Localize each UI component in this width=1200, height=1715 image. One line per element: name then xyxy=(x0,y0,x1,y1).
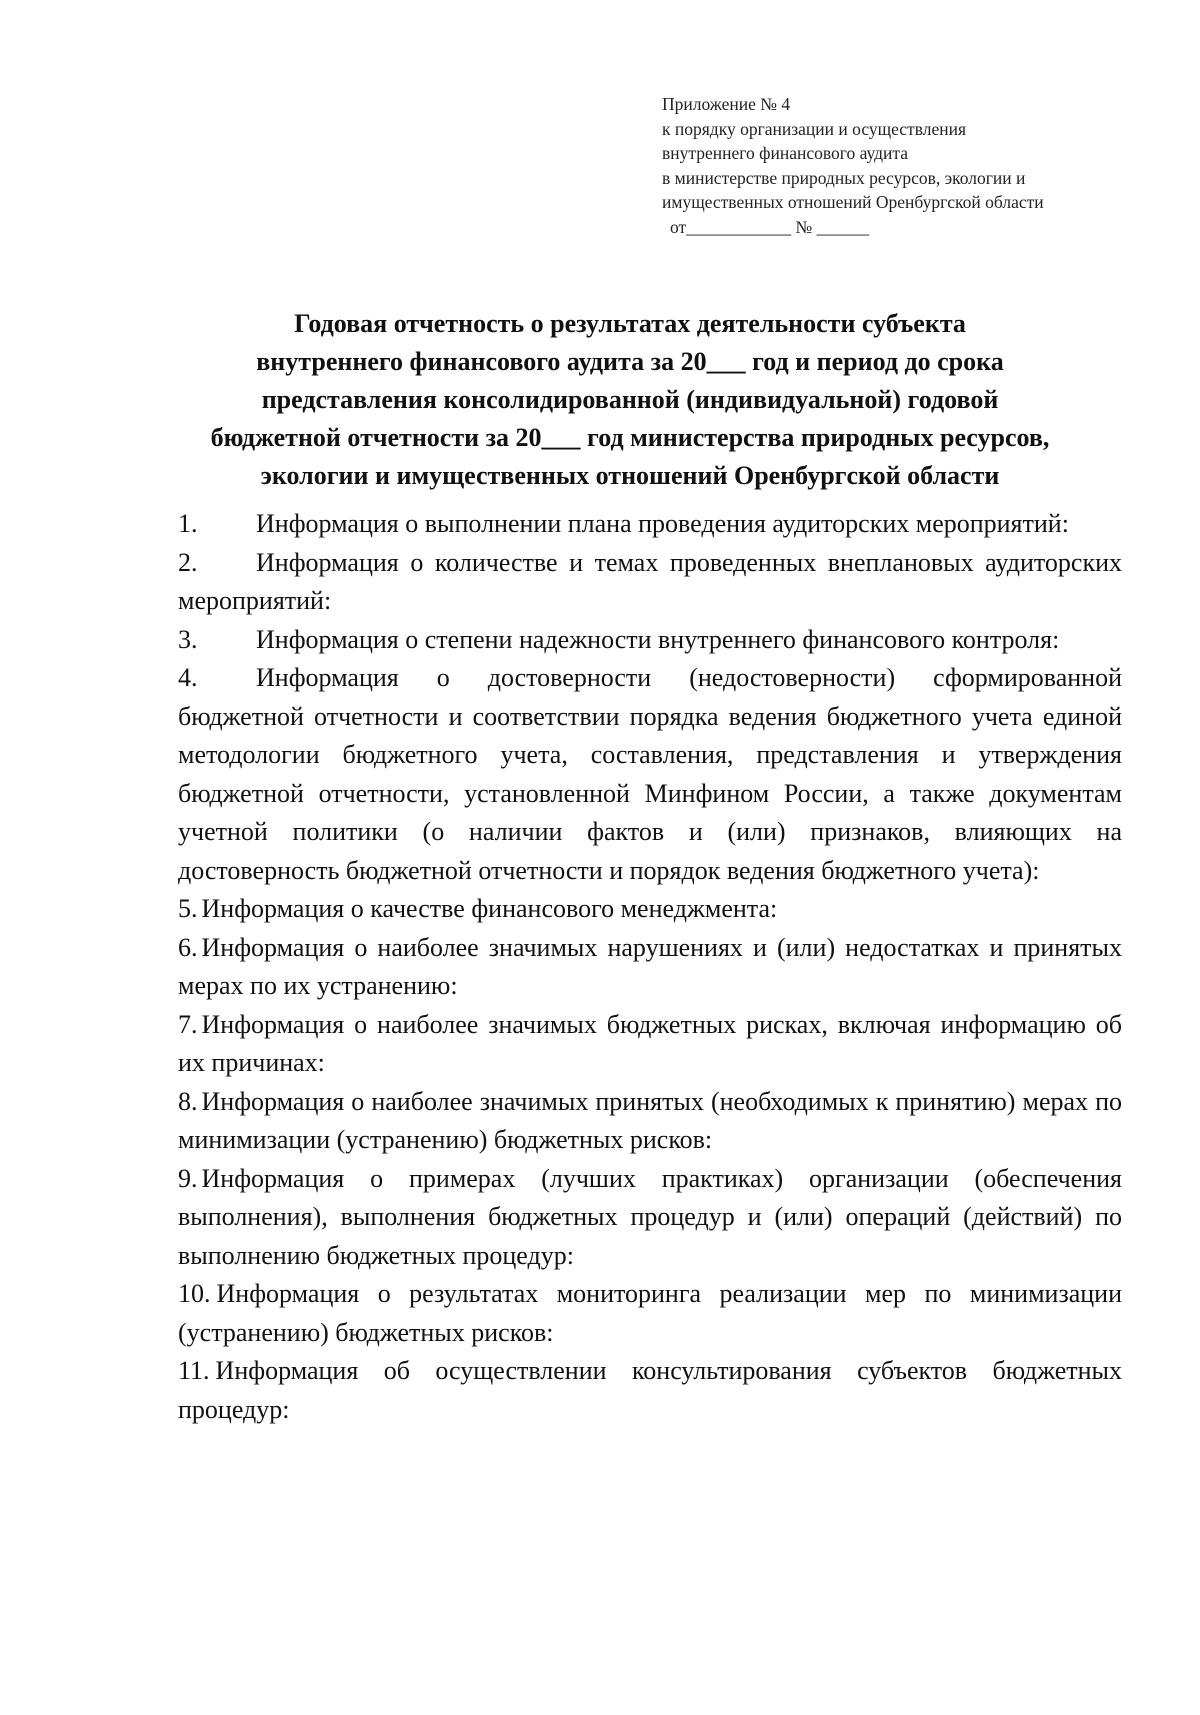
appendix-header xyxy=(662,92,1162,239)
list-item xyxy=(178,1006,1122,1083)
list-item xyxy=(178,505,1122,544)
item-number: 2. xyxy=(178,547,198,577)
list-item xyxy=(178,1160,1122,1276)
appendix-line: имущественных отношений Оренбургской области xyxy=(662,192,1044,212)
item-number: 10. xyxy=(178,1279,211,1308)
appendix-date-line: от____________ № ______ xyxy=(670,216,870,237)
appendix-line: внутреннего финансового аудита xyxy=(662,143,909,163)
list-item xyxy=(178,621,1122,660)
item-number: 8. xyxy=(178,1086,198,1116)
item-number: 4. xyxy=(178,663,198,692)
list-item xyxy=(178,1352,1122,1429)
list-item xyxy=(178,1083,1122,1160)
item-text: Информация о степени надежности внутреннего финансового контроля: xyxy=(256,624,1060,654)
list-item xyxy=(178,929,1122,1006)
item-text: Информация о наиболее значимых принятых (необходимых к принятию) мерах по минимизации (устранению) бюджетных рисков: xyxy=(178,1086,1122,1154)
report-items-list xyxy=(178,505,1122,1429)
list-item xyxy=(178,544,1122,621)
title-line: бюджетной отчетности за 20___ год министерства природных ресурсов, xyxy=(210,423,1050,452)
title-line: представления консолидированной (индивидуальной) годовой xyxy=(261,385,999,414)
appendix-line: в министерстве природных ресурсов, экологии и xyxy=(662,167,1026,188)
title-line: Годовая отчетность о результатах деятельности субъекта xyxy=(294,309,966,338)
item-text: Информация о наиболее значимых бюджетных рисках, включая информацию об их причинах: xyxy=(178,1009,1122,1077)
item-text: Информация об осуществлении консультирования субъектов бюджетных процедур: xyxy=(178,1356,1122,1424)
item-text: Информация о качестве финансового менеджмента: xyxy=(201,894,778,923)
item-number: 1. xyxy=(178,509,198,538)
item-number: 11. xyxy=(178,1356,210,1385)
item-text: Информация о наиболее значимых нарушениях и (или) недостатках и принятых мерах по их устранению: xyxy=(178,932,1122,1000)
item-text: Информация о количестве и темах проведенных внеплановых аудиторских мероприятий: xyxy=(178,547,1122,615)
list-item xyxy=(178,890,1122,929)
item-text: Информация о достоверности (недостоверности) сформированной бюджетной отчетности и соответствии порядка ведения бюджетного учета единой методологии бюджетного учета, составления, представления и утверждения бюджетной отчетности, установленной Минфином России, а также документам учетной политики (о наличии фактов и (или) признаков, влияющих на достоверность бюджетной отчетности и порядок ведения бюджетного учета): xyxy=(178,663,1122,885)
title-line: экологии и имущественных отношений Оренбургской области xyxy=(260,461,1000,490)
list-item xyxy=(178,1275,1122,1352)
item-number: 3. xyxy=(178,624,198,654)
item-number: 9. xyxy=(178,1163,198,1193)
item-text: Информация о выполнении плана проведения аудиторских мероприятий: xyxy=(256,509,1069,538)
document-title xyxy=(150,305,1110,495)
item-text: Информация о результатах мониторинга реализации мер по минимизации (устранению) бюджетных рисков: xyxy=(178,1279,1122,1347)
list-item xyxy=(178,659,1122,890)
item-number: 7. xyxy=(178,1009,198,1039)
appendix-line: Приложение № 4 xyxy=(662,94,791,114)
item-number: 5. xyxy=(178,894,198,923)
title-line: внутреннего финансового аудита за 20___ год и период до срока xyxy=(256,347,1004,376)
item-number: 6. xyxy=(178,932,198,962)
appendix-line: к порядку организации и осуществления xyxy=(662,118,967,139)
item-text: Информация о примерах (лучших практиках) организации (обеспечения выполнения), выполнения бюджетных процедур и (или) операций (действий) по выполнению бюджетных процедур: xyxy=(178,1163,1122,1270)
